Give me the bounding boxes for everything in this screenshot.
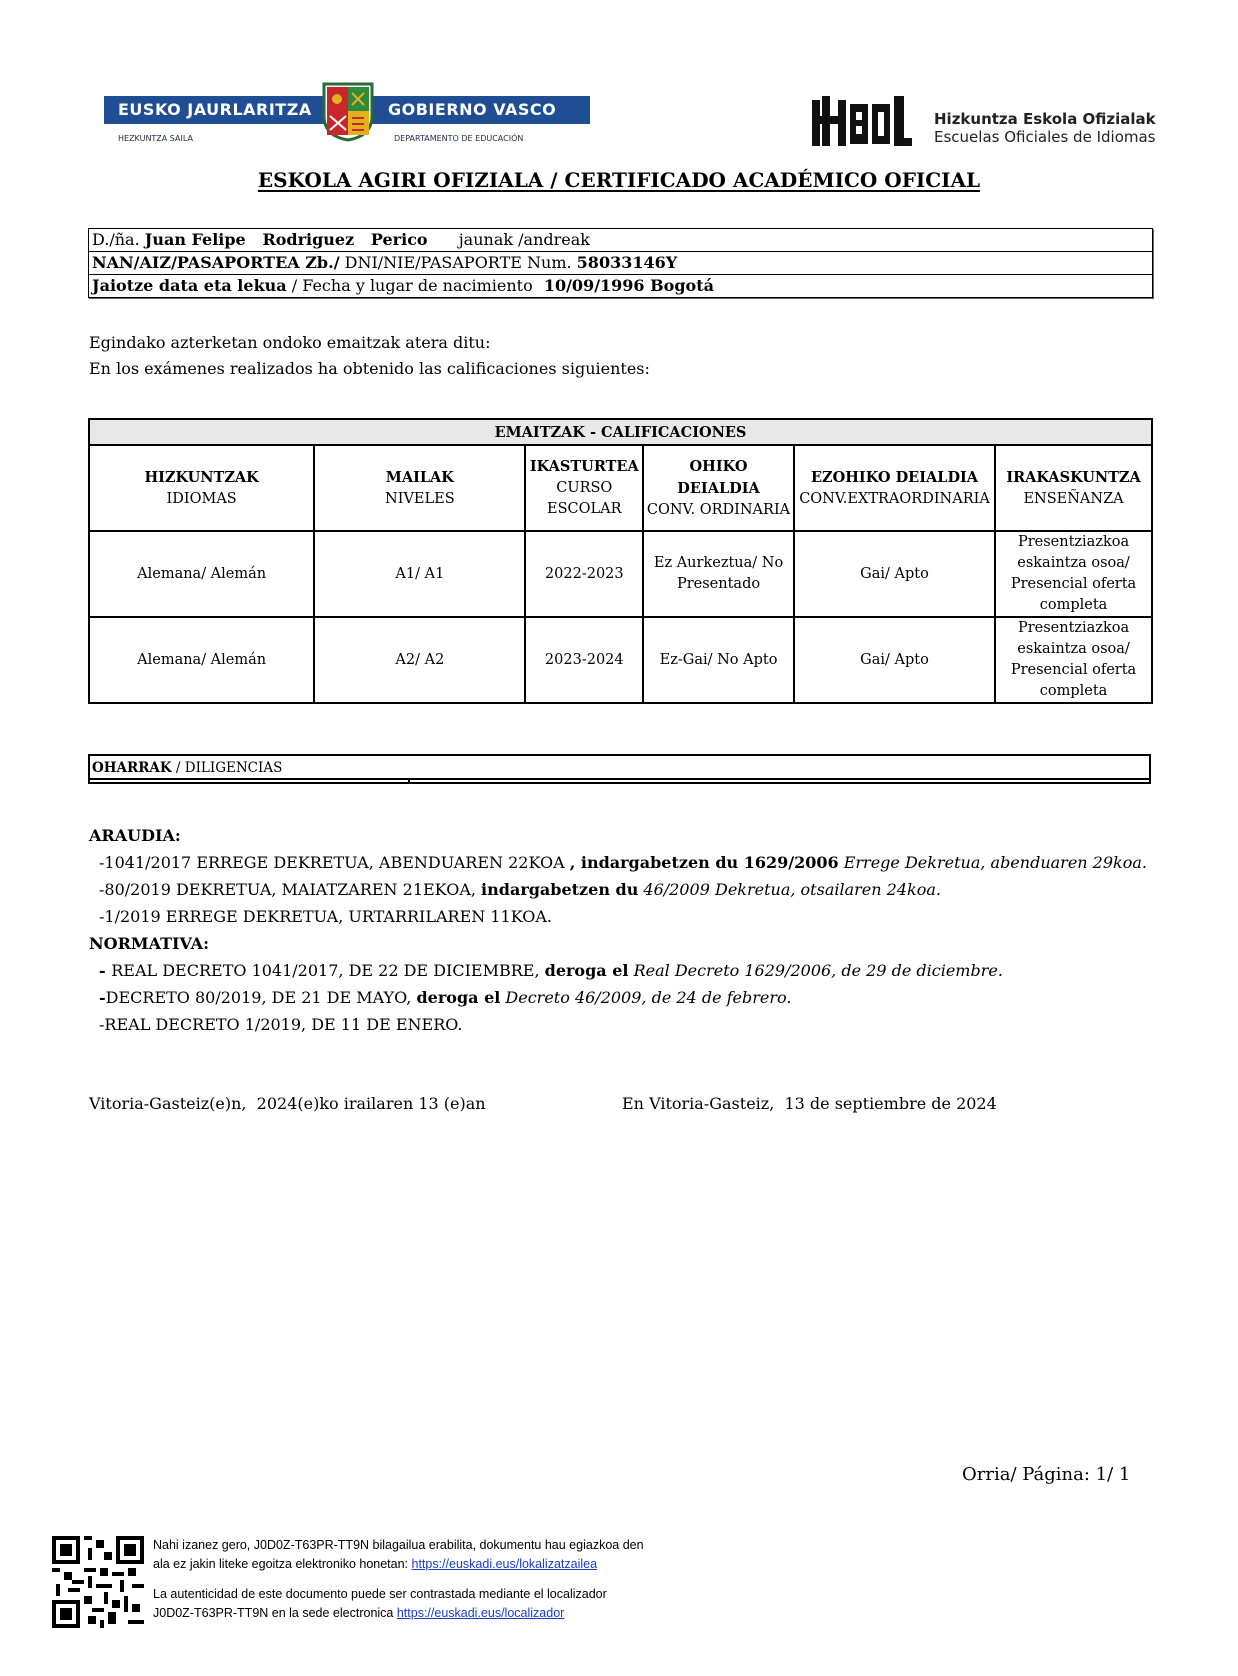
eoi-logo	[810, 94, 1156, 150]
document-row	[89, 252, 1152, 275]
identity-box	[88, 228, 1153, 298]
araudia-item: -80/2019 DEKRETUA, MAIATZAREN 21EKOA, indargabetzen du 46/2009 Dekretua, otsailaren 24koa.	[99, 880, 941, 899]
normativa-item: -DECRETO 80/2019, DE 21 DE MAYO, deroga el Decreto 46/2009, de 24 de febrero.	[99, 988, 792, 1007]
document-label-es: DNI/NIE/PASAPORTE Num.	[344, 253, 572, 272]
birth-value: 10/09/1996 Bogotá	[543, 276, 714, 295]
header-cell: HIZKUNTZAK IDIOMAS	[89, 445, 314, 531]
cell-language: Alemana/ Alemán	[89, 531, 314, 617]
results-caption: EMAITZAK - CALIFICACIONES	[89, 419, 1152, 445]
footer-eu-line2: ala ez jakin liteke egoitza elektroniko honetan: https://euskadi.eus/lokalizatzailea	[153, 1557, 598, 1571]
birth-label-es: / Fecha y lugar de nacimiento	[291, 276, 533, 295]
logo-text-es: GOBIERNO VASCO	[388, 100, 557, 119]
header-cell: OHIKO DEIALDIA CONV. ORDINARIA	[643, 445, 794, 531]
cell-level: A2/ A2	[314, 617, 525, 703]
eoi-mark-icon	[810, 94, 914, 148]
page-number: Orria/ Página: 1/ 1	[962, 1464, 1131, 1485]
coat-of-arms-icon	[318, 80, 378, 142]
date-es: En Vitoria-Gasteiz, 13 de septiembre de 2024	[622, 1094, 997, 1113]
eoi-name-es: Escuelas Oficiales de Idiomas	[934, 128, 1156, 146]
gobierno-vasco-logo	[104, 80, 590, 150]
date-eu: Vitoria-Gasteiz(e)n, 2024(e)ko irailaren 13 (e)an	[89, 1094, 486, 1113]
table-row	[89, 531, 1152, 617]
footer-es-line1: La autenticidad de este documento puede ser contrastada mediante el localizador	[153, 1587, 607, 1601]
cell-level: A1/ A1	[314, 531, 525, 617]
student-name: Juan Felipe Rodriguez Perico	[144, 230, 428, 249]
normativa-item: -REAL DECRETO 1/2019, DE 11 DE ENERO.	[99, 1015, 463, 1034]
logo-subtitle-eu: HEZKUNTZA SAILA	[118, 134, 193, 143]
cell-ordinary: Ez Aurkeztua/ No Presentado	[643, 531, 794, 617]
eoi-name	[934, 110, 1156, 146]
normativa-section	[89, 822, 1149, 1038]
birth-row	[89, 275, 1152, 297]
normativa-item: - REAL DECRETO 1041/2017, DE 22 DE DICIEMBRE, deroga el Real Decreto 1629/2006, de 29 de diciembre.	[99, 961, 1003, 980]
name-prefix: D./ña.	[92, 230, 140, 249]
footer-eu-line1: Nahi izanez gero, J0D0Z-T63PR-TT9N bilagailua erabilita, dokumentu hau egiazkoa den	[153, 1538, 644, 1552]
intro-eu: Egindako azterketan ondoko emaitzak atera ditu:	[89, 333, 491, 352]
name-row	[89, 229, 1152, 252]
diligencias-box	[88, 754, 1151, 784]
cell-ordinary: Ez-Gai/ No Apto	[643, 617, 794, 703]
logo-text-eu: EUSKO JAURLARITZA	[118, 100, 312, 119]
table-row	[89, 617, 1152, 703]
divider	[90, 778, 1149, 780]
header-cell: EZOHIKO DEIALDIA CONV.EXTRAORDINARIA	[794, 445, 995, 531]
cell-teaching: Presentziazkoa eskaintza osoa/ Presencial oferta completa	[995, 531, 1152, 617]
results-header-row	[89, 445, 1152, 531]
document-number: 58033146Y	[576, 253, 678, 272]
qr-code-icon	[52, 1536, 144, 1628]
araudia-title: ARAUDIA:	[89, 826, 181, 845]
header-cell: IKASTURTEA CURSO ESCOLAR	[525, 445, 643, 531]
verification-link-eu[interactable]: https://euskadi.eus/lokalizatzailea	[411, 1557, 598, 1571]
verification-link-es[interactable]: https://euskadi.eus/localizador	[396, 1606, 565, 1620]
divider-tick	[408, 778, 410, 782]
diligencias-label: OHARRAK / DILIGENCIAS	[92, 760, 283, 776]
footer-es-line2: J0D0Z-T63PR-TT9N en la sede electronica https://euskadi.eus/localizador	[153, 1606, 565, 1620]
cell-language: Alemana/ Alemán	[89, 617, 314, 703]
results-table	[88, 418, 1153, 704]
header-cell: MAILAK NIVELES	[314, 445, 525, 531]
cell-extraordinary: Gai/ Apto	[794, 617, 995, 703]
intro-es: En los exámenes realizados ha obtenido las calificaciones siguientes:	[89, 359, 650, 378]
araudia-item: -1/2019 ERREGE DEKRETUA, URTARRILAREN 11KOA.	[99, 907, 553, 926]
page-title: ESKOLA AGIRI OFIZIALA / CERTIFICADO ACADÉMICO OFICIAL	[257, 168, 981, 192]
logo-subtitle-es: DEPARTAMENTO DE EDUCACIÓN	[394, 134, 524, 143]
araudia-item: -1041/2017 ERREGE DEKRETUA, ABENDUAREN 22KOA , indargabetzen du 1629/2006 Errege Dekretua, abenduaren 29koa.	[99, 853, 1147, 872]
cell-extraordinary: Gai/ Apto	[794, 531, 995, 617]
normativa-title: NORMATIVA:	[89, 934, 209, 953]
cell-year: 2023-2024	[525, 617, 643, 703]
cell-teaching: Presentziazkoa eskaintza osoa/ Presencial oferta completa	[995, 617, 1152, 703]
birth-label-eu: Jaiotze data eta lekua	[92, 276, 287, 295]
document-label-eu: NAN/AIZ/PASAPORTEA Zb./	[92, 253, 340, 272]
eoi-name-eu: Hizkuntza Eskola Ofizialak	[934, 110, 1156, 128]
name-suffix: jaunak /andreak	[458, 230, 590, 249]
header-cell: IRAKASKUNTZA ENSEÑANZA	[995, 445, 1152, 531]
cell-year: 2022-2023	[525, 531, 643, 617]
